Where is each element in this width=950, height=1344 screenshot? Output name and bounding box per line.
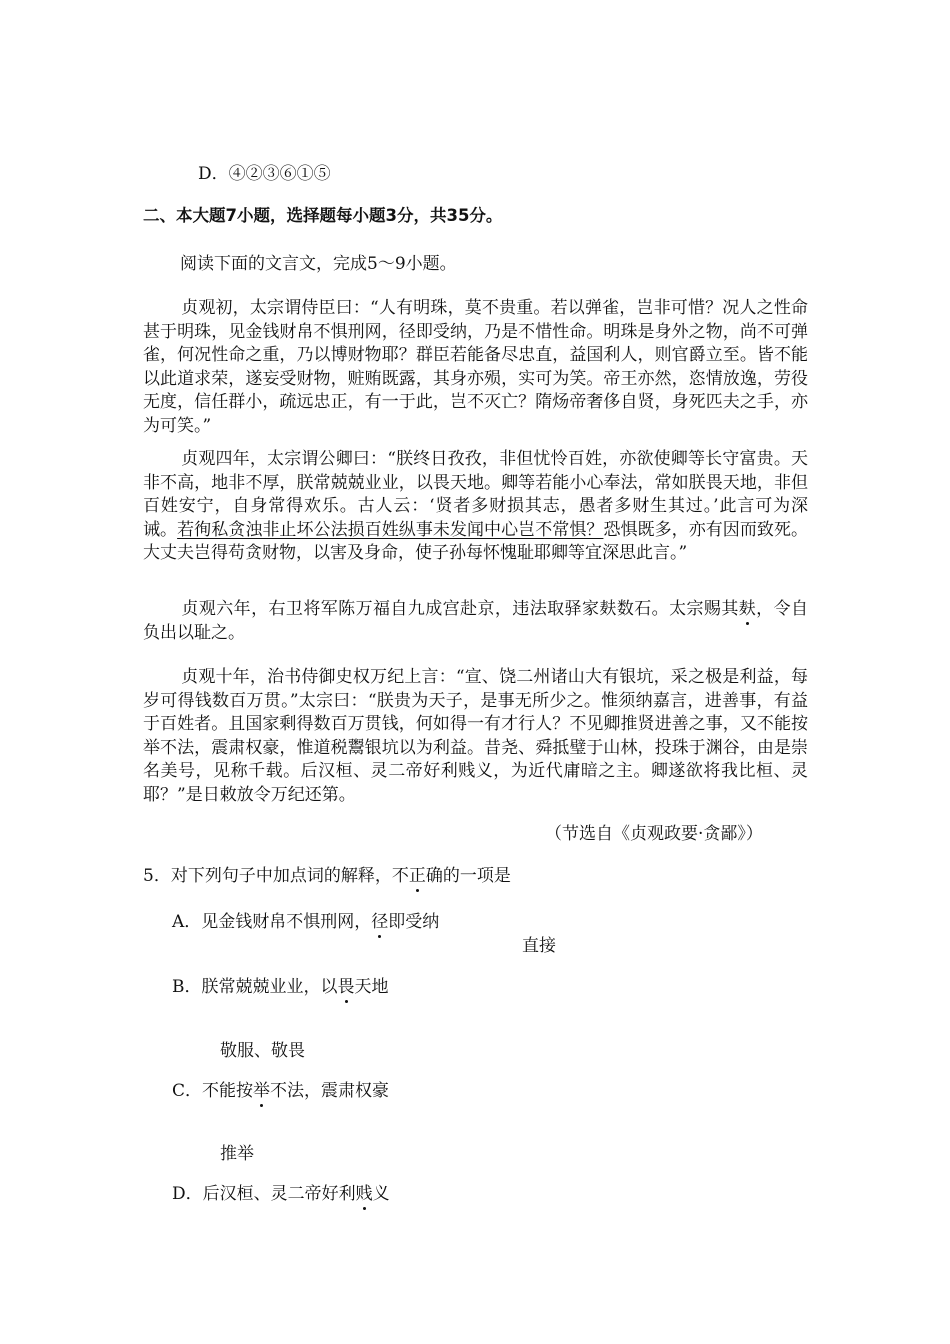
option-d: D．后汉桓、灵二帝好利贱义: [172, 1184, 390, 1204]
option-c-answer: 推举: [220, 1144, 254, 1164]
option-a: A．见金钱财帛不惧刑网，径即受纳: [172, 912, 440, 932]
reading-instruction: 阅读下面的文言文，完成5～9小题。: [180, 254, 457, 274]
option-a-answer: 直接: [522, 936, 556, 956]
dotted-word: 贱: [355, 1184, 373, 1204]
dotted-word: 不正确: [391, 866, 443, 886]
option-b: B．朕常兢兢业业，以畏天地: [172, 977, 389, 997]
previous-option-d: D．④②③⑥①⑤: [198, 164, 331, 184]
passage-paragraph-1: 贞观初，太宗谓侍臣曰：“人有明珠，莫不贵重。若以弹雀，岂非可惜？况人之性命甚于明珠，见金钱财帛不惧刑网，径即受纳，乃是不惜性命。明珠是身外之物，尚不可弹雀，何况性命之重，乃以博财物耶？群臣若能备尽忠直，益国利人，则官爵立至。皆不能以此道求荣，遂妄受财物，赃贿既露，其身亦殒，实可为笑。帝王亦然，恣情放逸，劳役无度，信任群小，疏远忠正，有一于此，岂不灭亡？隋炀帝奢侈自贤，身死匹夫之手，亦为可笑。”: [143, 298, 808, 436]
dotted-word: 畏: [337, 977, 355, 997]
question-5-stem: 5．对下列句子中加点词的解释，不正确的一项是: [143, 866, 511, 886]
passage-paragraph-2: 贞观四年，太宗谓公卿曰：“朕终日孜孜，非但忧怜百姓，亦欲使卿等长守富贵。天非不高，地非不厚，朕常兢兢业业，以畏天地。卿等若能小心奉法，常如朕畏天地，非但百姓安宁，自身常得欢乐。古人云：‘贤者多财损其志，愚者多财生其过。’此言可为深诫。若徇私贪浊非止坏公法损百姓纵事未发闻中心岂不常惧？恐惧既多，亦有因而致死。大丈夫岂得苟贪财物，以害及身命，使子孙每怀愧耻耶卿等宜深思此言。”: [143, 449, 809, 563]
passage-paragraph-3: 贞观六年，右卫将军陈万福自九成宫赴京，违法取驿家麸数石。太宗赐其麸，令自负出以耻之。: [143, 599, 809, 643]
dotted-word: 举: [253, 1081, 271, 1101]
passage-paragraph-4: 贞观十年，治书侍御史权万纪上言：“宣、饶二州诸山大有银坑，采之极是利益，每岁可得钱数百万贯。”太宗曰：“朕贵为天子，是事无所少之。惟须纳嘉言，进善事，有益于百姓者。且国家剩得数百万贯钱，何如得一有才行人？不见卿推贤进善之事，又不能按举不法，震肃权豪，惟道税鬻银坑以为利益。昔尧、舜抵璧于山林，投珠于渊谷，由是崇名美号，见称千载。后汉桓、灵二帝好利贱义，为近代庸暗之主。卿遂欲将我比桓、灵耶？”是日敕放令万纪还第。: [143, 667, 808, 805]
dotted-word: 径: [371, 912, 389, 932]
option-b-answer: 敬服、敬畏: [220, 1041, 305, 1061]
passage-source: （节选自《贞观政要·贪鄙》）: [545, 824, 763, 844]
section-heading: 二、本大题7小题，选择题每小题3分，共35分。: [143, 206, 503, 225]
dotted-word: 麸: [738, 599, 757, 619]
underlined-sentence: 若徇私贪浊非止坏公法损百姓纵事未发闻中心岂不常惧？: [177, 519, 604, 540]
option-c: C．不能按举不法，震肃权豪: [172, 1081, 390, 1101]
